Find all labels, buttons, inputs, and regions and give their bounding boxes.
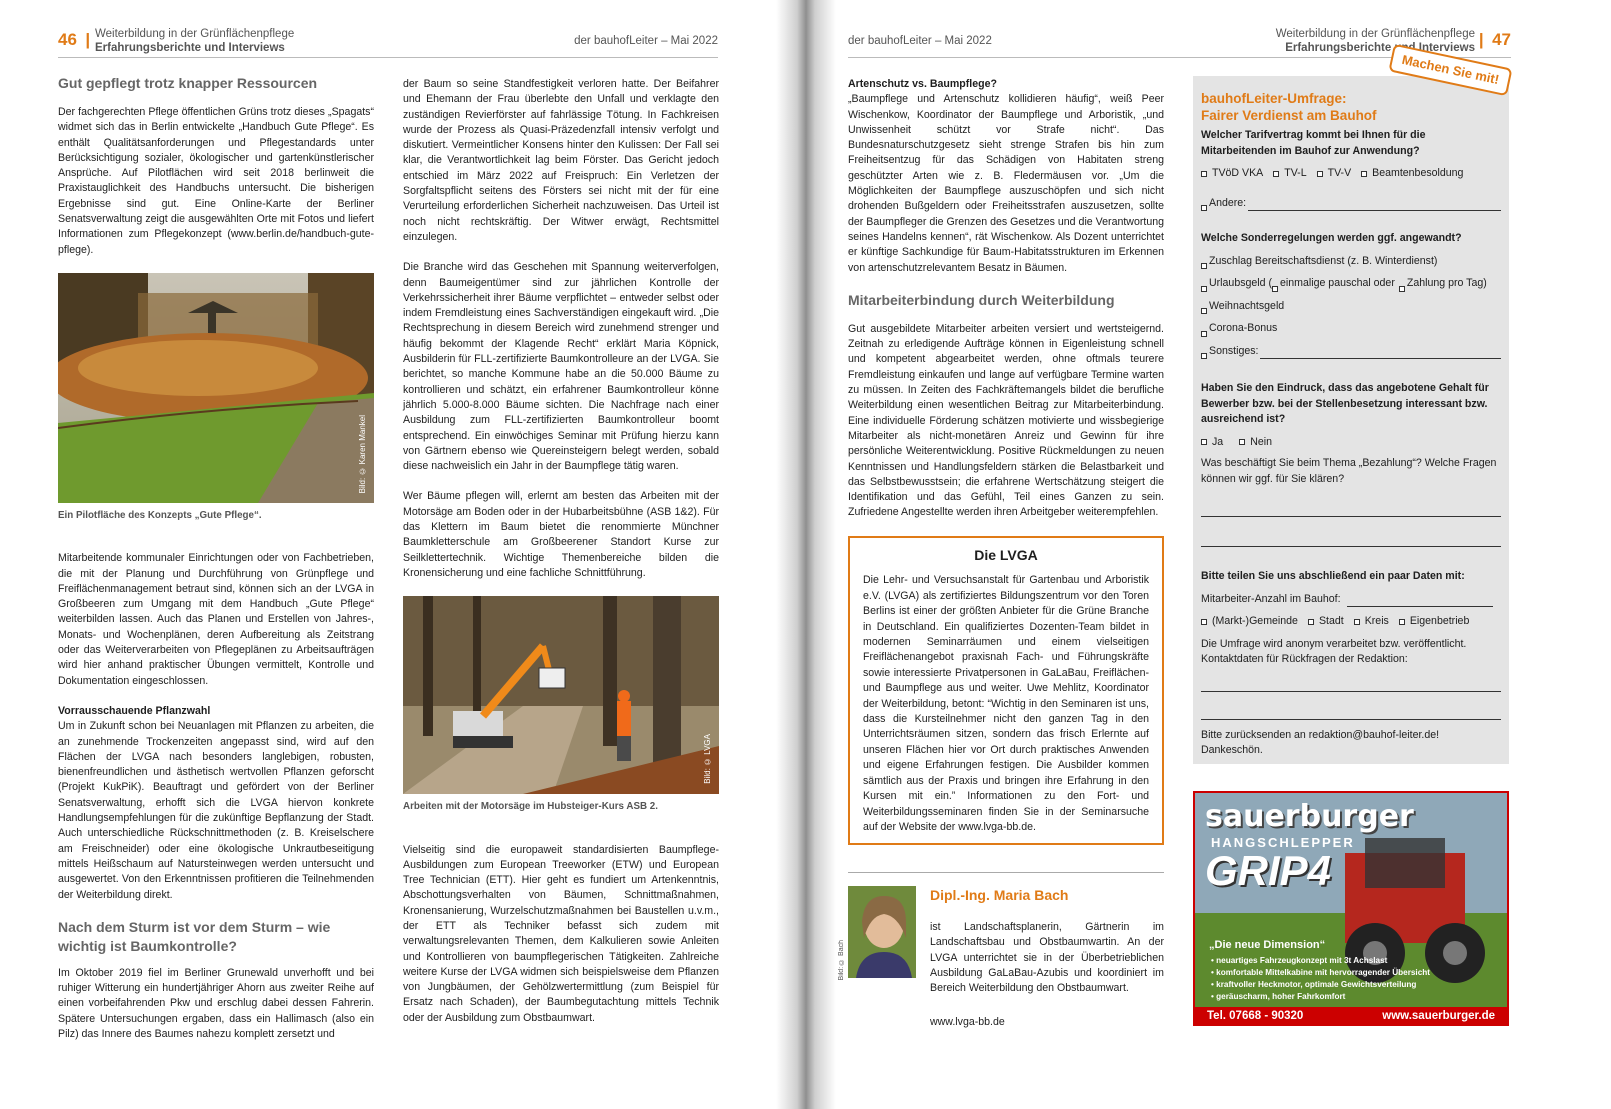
right-column-1 bbox=[848, 77, 1164, 536]
author-photo bbox=[848, 886, 916, 978]
answer-line[interactable] bbox=[1201, 517, 1501, 547]
q1-option[interactable]: TVöD VKA bbox=[1201, 166, 1263, 182]
checkbox-icon[interactable] bbox=[1273, 171, 1279, 177]
q5-option[interactable]: Stadt bbox=[1308, 614, 1344, 630]
paragraph: Mitarbeitende kommunaler Einrichtungen oder von Fachbetrieben, die mit der Planung und Durchführung von Grünpflege und Freiflächenmanagement betraut sind, können sich an der LVGA in Großbeeren zum Umgang mit dem Handbuch „Gute Pflege“ weiterbilden lassen. Auch das Planen und Erstellen von Jahres-, Monats- und Wochenplänen, deren Aufbereitung als Zeitstrang oder das Weiterverarbeiten von Pflegeplänen zu Arbeitsaufträgen wird hier anhand praktischer Übungen vermittelt, Kontrolle und Dokumentation eingeschlossen. bbox=[58, 552, 374, 687]
left-page bbox=[0, 0, 776, 1109]
q2-option[interactable]: Sonstiges: bbox=[1201, 344, 1501, 360]
survey-question-3: Haben Sie den Eindruck, dass das angebotene Gehalt für Bewerber bzw. bei der Stellenbesetzung interessant bzw. ausreichend ist? bbox=[1201, 382, 1489, 425]
ad-phone: Tel. 07668 - 90320 bbox=[1207, 1009, 1304, 1022]
article-heading: Nach dem Sturm ist vor dem Sturm – wie wichtig ist Baumkontrolle? bbox=[58, 918, 331, 954]
q5-option[interactable]: Eigenbetrieb bbox=[1399, 614, 1470, 630]
page-number: 46 bbox=[58, 30, 77, 49]
ad-tagline: „Die neue Dimension“ bbox=[1209, 939, 1326, 951]
info-box-text: Die Lehr- und Versuchsanstalt für Gartenbau und Arboristik e.V. (LVGA) als zertifiziertes Bildungszentrum vor den Toren Berlins ist einer der größten Anbieter für die Grüne Branche in Deutschland. Ein qualifiziertes Dozenten-Team bildet in modernen Seminarräumen und einem vielseitigen Freiflächenangebot praxisnah Fach- und Führungskräfte sowie interessierte Privatpersonen in GaLaBau, Freiflächen- und Baumpflege aus und weiter. Uwe Mehlitz, Koordinator der Weiterbildung, betont: “Wichtig in den Seminaren ist uns, dass die Kursteilnehmer nicht den ganzen Tag in den Unterrichtsräumen sitzen, sondern das frisch Erlernte auf unseren Flächen hier vor Ort durch praktisches Anwenden und eigene Erfahrungen festigen. Die Ausbilder kommen sämtlich aus der Praxis und bringen ihre Erfahrung in den Kursen mit ein.” Informationen zu den Fort- und Weiterbildungsseminaren finden Sie in der Seminarsuche auf der Website der www.lvga-bb.de. bbox=[863, 574, 1149, 833]
subheading: Artenschutz vs. Baumpflege? bbox=[848, 78, 997, 90]
ad-product: GRIP4 bbox=[1205, 847, 1332, 894]
answer-line[interactable] bbox=[1201, 668, 1501, 692]
q5-options bbox=[1201, 614, 1501, 630]
ad-footer bbox=[1195, 1007, 1507, 1024]
photo-credit: Bild: © Karen Mankel bbox=[357, 414, 367, 493]
ad-subtitle: HANGSCHLEPPER bbox=[1211, 835, 1355, 850]
page-header-right: | 47 bbox=[1478, 30, 1511, 49]
book-gutter bbox=[776, 0, 836, 1109]
sauerburger-ad[interactable] bbox=[1193, 791, 1509, 1026]
magazine-name: der bauhofLeiter – Mai 2022 bbox=[574, 35, 718, 47]
employees-field[interactable]: Mitarbeiter-Anzahl im Bauhof: bbox=[1201, 592, 1501, 608]
q3-option[interactable]: Nein bbox=[1239, 435, 1272, 451]
q1-options bbox=[1201, 166, 1501, 182]
checkbox-icon[interactable] bbox=[1308, 619, 1314, 625]
checkbox-icon[interactable] bbox=[1201, 331, 1207, 337]
ad-bullets bbox=[1211, 955, 1430, 1003]
q1-option[interactable]: Beamtenbesoldung bbox=[1361, 166, 1463, 182]
checkbox-icon[interactable] bbox=[1201, 205, 1207, 211]
survey-box bbox=[1193, 51, 1509, 764]
paragraph: Wer Bäume pflegen will, erlernt am besten das Arbeiten mit der Motorsäge am Boden oder in der Hubarbeitsbühne (ASB 1&2). Für das Klettern im Baum bietet die renommierte Münchner Baumkletterschule am Großbeerener Standort Kurse zur Seilklettertechnik. Wichtige Themenbereiche bilden die Kronensicherung und eine fachliche Schnittführung. bbox=[403, 490, 719, 579]
left-column-1 bbox=[58, 74, 374, 1057]
photo-caption: Ein Pilotfläche des Konzepts „Gute Pflege“. bbox=[58, 509, 262, 521]
subheading: Vorrausschauende Pflanzwahl bbox=[58, 704, 211, 717]
fill-line[interactable] bbox=[1248, 201, 1501, 211]
checkbox-icon[interactable] bbox=[1201, 263, 1207, 269]
author-portrait-image bbox=[848, 886, 916, 978]
section-title: Weiterbildung in der Grünflächenpflege bbox=[95, 28, 295, 40]
paragraph: Vielseitig sind die europaweit standardisierten Baumpflege-Ausbildungen zum European Treeworker (ETW) und European Tree Technician (ETT). Hier geht es fundiert um Artenkenntnis, Abschottungsverhalten von Bäumen, Schnittmaßnahmen, Kronensanierung, Wurzelschutzmaßnahmen bei Baustellen u.v.m., der ETT als Techniker befasst sich zudem mit verwaltungsrelevanten Themen, dem Kalkulieren sowie Anleiten und Kontrollieren von baumpflegerischen Tätigkeiten. Zahlreiche weitere Kurse der LVGA widmen sich beispielsweise dem Pflanzen von Jungbäumen, der Gehölzwertermittlung (zum Beispiel für Ersatz nach Schaden), der Baumbegutachtung mittels Technik oder der Ausbildung zum Obstbaumwart. bbox=[403, 843, 719, 1024]
ad-brand: sauerburger bbox=[1205, 799, 1414, 834]
section-header bbox=[1276, 27, 1475, 55]
checkbox-icon[interactable] bbox=[1317, 171, 1323, 177]
paragraph: Gut ausgebildete Mitarbeiter arbeiten versiert und wertsteigernd. Zeitnah zu erledigende Aufträge können in Eigenleistung schnell und kompetent abgearbeitet werden, ohne oftmals teurere Fremdleistung einkaufen und lange auf verfügbare Termine warten zu müssen. In Zeiten des Fachkräftemangels bildet die berufliche Weiterbildung einen wesentlichen Beitrag zur Mitarbeiterbindung. Eine individuelle Förderung schätzen motivierte und wissbegierige Mitarbeiter als nicht-monetären Anreiz und Gewinn für ihre persönliche Weiterentwicklung. Positive Rückmeldungen zu neuen Kenntnissen und Handlungsfeldern stärken die Belastbarkeit und das Selbstbewusstsein; die erfahrene Wertschätzung steigert die Identifikation und das Gefühl, Teil eines Ganzen zu sein. Zufriedene Angestellte werden ihren Arbeitgeber weiterempfehlen. bbox=[848, 322, 1164, 519]
section-subtitle: Erfahrungsberichte und Interviews bbox=[1285, 42, 1475, 54]
survey-title: bauhofLeiter-Umfrage: bbox=[1201, 91, 1347, 106]
checkbox-icon[interactable] bbox=[1361, 171, 1367, 177]
paragraph: Die Branche wird das Geschehen mit Spannung weiterverfolgen, denn Baumeigentümer sind zur jährlichen Kontrolle der Verkehrssicherheit ihrer Bäume verpflichtet – entweder selbst oder indem Fremdleistung eines Sachverständigen eingekauft wird. „Die Rechtsprechung in diesem Bereich wird zunehmend strenger und häufig bekommt der Klagende Recht“ erklärt Maria Köpnick, Ausbilderin für FLL-zertifizierte Baumkontrolleure an der LVGA. Sie berichtet, so manche Kommune habe an die 50.000 Bäume zu kontrollieren und schätzt, ein erfahrener Baumkontrolleur könne jährlich 5.000-8.000 Bäume sichten. Die Nachfrage nach einer Ausbildung zum FLL-zertifizierten Baumkontrolleur boomt entsprechend. Ein einwöchiges Seminar mit Prüfung hierzu kann von Gärtnern ebenso wie Quereinsteigern belegt werden, sobald diese nachweislich ein Jahr in der Baumpflege tätig waren. bbox=[403, 261, 719, 473]
park-photo-image bbox=[58, 273, 374, 503]
section-subtitle: Erfahrungsberichte und Interviews bbox=[95, 42, 285, 54]
q1-other-field[interactable]: Andere: bbox=[1201, 196, 1501, 212]
fill-line[interactable] bbox=[1347, 597, 1493, 607]
answer-line[interactable] bbox=[1201, 487, 1501, 517]
q5-option[interactable]: (Markt-)Gemeinde bbox=[1201, 614, 1298, 630]
q1-option[interactable]: TV-V bbox=[1317, 166, 1352, 182]
ad-url[interactable]: www.sauerburger.de bbox=[1382, 1009, 1495, 1022]
survey-question-2: Welche Sonderregelungen werden ggf. angewandt? bbox=[1201, 232, 1462, 244]
ad-bullet: • neuartiges Fahrzeugkonzept mit 3t Achslast bbox=[1211, 956, 1388, 965]
page-number: 47 bbox=[1492, 30, 1511, 49]
divider bbox=[848, 872, 1164, 873]
checkbox-icon[interactable] bbox=[1201, 308, 1207, 314]
article-heading: Mitarbeiterbindung durch Weiterbildung bbox=[848, 291, 1115, 308]
paragraph: Um in Zukunft schon bei Neuanlagen mit Pflanzen zu arbeiten, die an zunehmende Trockenzeiten angepasst sind, wird auf den Flächen der LVGA nach besonders langlebigen, robusten, bienenfreundlichen und ästhetisch wertvollen Pflanzen geforscht (Projekt KukPiK). Beauftragt und gefördert von der Berliner Senatsverwaltung, erhofft sich die LVGA hiervon konkrete Handlungsempfehlungen für die zukünftige Bepflanzung der Stadt. Auch unterschiedliche Rückschnittmethoden (z. B. Kreiselschere am Freischneider) oder eine ökologische Unkrautbeseitigung mittels Heißschaum auf Natursteinwegen werden untersucht und ausgewertet. Von den Erkenntnissen profitieren die Teilnehmenden der Weiterbildung direkt. bbox=[58, 720, 374, 901]
author-url[interactable]: www.lvga-bb.de bbox=[930, 1016, 1005, 1028]
section-title: Weiterbildung in der Grünflächenpflege bbox=[1275, 28, 1475, 40]
fill-line[interactable] bbox=[1260, 349, 1501, 359]
paragraph: „Baumpflege und Artenschutz kollidieren häufig“, weiß Peer Wischenkow, Koordinator der Baumpflege und Arboristik, „und Unwissenheit schützt vor Strafe nicht“. Das Bundesnaturschutzgesetz sieht strenge Strafen bis hin zum Freiheitsentzug für das Schädigen von Habitaten streng geschützter Arten wie z. B. Fledermäusen vor. „Um die Möglichkeiten der Baumpflege auszuschöpfen und sich nicht drohenden Bußgeldern oder Freiheitsstrafen auszusetzen, sollte der Baumpfleger die Grenzen des Gesetzes und die Verantwortung seines Handelns kennen“, rät Wischenkow. Als Dozent unterrichtet er künftige Sachkundige für Baum-Habitatsstrukturen im Erkennen von artenschutzrelevantem Besatz in Bäumen. bbox=[848, 93, 1164, 274]
survey-question-4: Was beschäftigt Sie beim Thema „Bezahlung“? Welche Fragen können wir ggf. für Sie klären? bbox=[1201, 457, 1497, 485]
checkbox-icon[interactable] bbox=[1239, 439, 1245, 445]
photo-credit: Bild: © LVGA bbox=[702, 734, 712, 785]
q3-option[interactable]: Ja bbox=[1201, 435, 1223, 451]
paragraph: Im Oktober 2019 fiel im Berliner Grunewald unverhofft und bei ruhiger Witterung ein hundertjähriger Ahorn aus zweiter Reihe auf einen vorbeifahrenden Pkw und erschlug dabei dessen Fahrerin. Spätere Untersuchungen ergaben, dass ein Hallimasch (also ein Pilz) das Innere des Baumes nahezu komplett zersetzt und bbox=[58, 966, 374, 1040]
header-rule bbox=[58, 57, 718, 58]
q2-option[interactable]: Corona-Bonus bbox=[1201, 321, 1501, 337]
checkbox-icon[interactable] bbox=[1201, 439, 1207, 445]
lvga-info-box bbox=[848, 536, 1164, 845]
q5-option[interactable]: Kreis bbox=[1354, 614, 1389, 630]
paragraph: Der fachgerechten Pflege öffentlichen Grüns trotz dieses „Spagats“ widmet sich das in Berlin entwickelte „Handbuch Gute Pflege“. Es enthält Qualitätsanforderungen und Pflegestandards unter Berücksichtigung sozialer, ökologischer und gartenkünstlerischer Ansprüche. Auf Pilotflächen wird seit 2018 berlinweit die Praxistauglichkeit des Handbuchs untersucht. Die bisherigen Ergebnisse sind gut. Eine Online-Karte der Berliner Senatsverwaltung zeigt die ausgewählten Orte mit Fotos und liefert Informationen zum Pflegekonzept (www.berlin.de/handbuch-gute-pflege). bbox=[58, 106, 374, 256]
ad-bullet: • kraftvoller Heckmotor, optimale Gewichtsverteilung bbox=[1211, 980, 1417, 989]
call-to-action-stamp: Machen Sie mit! bbox=[1388, 44, 1512, 96]
tree-work-photo-image bbox=[403, 596, 719, 794]
q2-option[interactable]: Weihnachtsgeld bbox=[1201, 299, 1501, 315]
q3-options bbox=[1201, 435, 1501, 451]
checkbox-icon[interactable] bbox=[1272, 286, 1278, 292]
author-name: Dipl.-Ing. Maria Bach bbox=[930, 887, 1069, 903]
survey-question-1: Welcher Tarifvertrag kommt bei Ihnen für die Mitarbeitenden im Bauhof zur Anwendung? bbox=[1201, 129, 1426, 157]
author-bio: ist Landschaftsplanerin, Gärtnerin im Landschaftsbau und Obstbaumwartin. An der LVGA unterrichtet sie in der Überbetrieblichen Ausbildung GaLaBau-Azubis und koordiniert im Bereich Weiterbildung den Obstbaumwart. bbox=[930, 921, 1164, 995]
photo-caption: Arbeiten mit der Motorsäge im Hubsteiger-Kurs ASB 2. bbox=[403, 801, 658, 813]
checkbox-icon[interactable] bbox=[1399, 286, 1405, 292]
survey-footer: Bitte zurücksenden an redaktion@bauhof-leiter.de! Dankeschön. bbox=[1201, 728, 1440, 756]
checkbox-icon[interactable] bbox=[1201, 619, 1207, 625]
survey-question-5: Bitte teilen Sie uns abschließend ein paar Daten mit: bbox=[1201, 570, 1465, 582]
checkbox-icon[interactable] bbox=[1201, 353, 1207, 359]
park-photo bbox=[58, 273, 374, 503]
right-page bbox=[836, 0, 1611, 1109]
tree-work-photo bbox=[403, 596, 719, 794]
checkbox-icon[interactable] bbox=[1201, 171, 1207, 177]
q1-option[interactable]: TV-L bbox=[1273, 166, 1306, 182]
page-header-left: 46 | bbox=[58, 30, 91, 49]
ad-bullet: • komfortable Mittelkabine mit hervorragender Übersicht bbox=[1211, 968, 1430, 977]
paragraph: der Baum so seine Standfestigkeit verloren hatte. Der Beifahrer und Ehemann der Frau überlebte den Unfall und verklagte den zuständigen Revierförster auf fahrlässige Tötung. In Fachkreisen wurde der Prozess als Quasi-Präzedenzfall intensiv verfolgt und diskutiert. Vermeintlicher Konsens hinter den Kulissen: Der Fall sei klar, die Verantwortlichkeit lag beim Förster. Das Gericht jedoch entschied im März 2022 auf Freispruch: Ein Verletzen der Sorgfaltspflicht seitens des Försters sei nicht mit der für eine Verurteilung erforderlichen Sicherheit nachzuweisen. Das Urteil ist noch nicht rechtskräftig. Der Witwer erwägt, Rechtsmittel einzulegen. bbox=[403, 78, 719, 243]
checkbox-icon[interactable] bbox=[1399, 619, 1405, 625]
q2-option[interactable]: Zuschlag Bereitschaftsdienst (z. B. Winterdienst) bbox=[1201, 254, 1501, 270]
ad-bullet: • geräuscharm, hoher Fahrkomfort bbox=[1211, 992, 1346, 1001]
photo-credit: Bild: © Bach bbox=[838, 940, 845, 981]
checkbox-icon[interactable] bbox=[1201, 286, 1207, 292]
survey-note: Die Umfrage wird anonym verarbeitet bzw. veröffentlicht. Kontaktdaten für Rückfragen der Redaktion: bbox=[1201, 637, 1467, 665]
answer-line[interactable] bbox=[1201, 692, 1501, 720]
magazine-name: der bauhofLeiter – Mai 2022 bbox=[848, 35, 992, 47]
article-heading: Gut gepflegt trotz knapper Ressourcen bbox=[58, 75, 318, 91]
info-box-title: Die LVGA bbox=[974, 547, 1038, 563]
left-column-2 bbox=[403, 77, 719, 1041]
survey-subtitle: Fairer Verdienst am Bauhof bbox=[1201, 108, 1377, 123]
checkbox-icon[interactable] bbox=[1354, 619, 1360, 625]
section-header bbox=[95, 27, 294, 55]
q2-option[interactable]: Urlaubsgeld ( einmalige pauschal oder Zahlung pro Tag) bbox=[1201, 276, 1501, 292]
